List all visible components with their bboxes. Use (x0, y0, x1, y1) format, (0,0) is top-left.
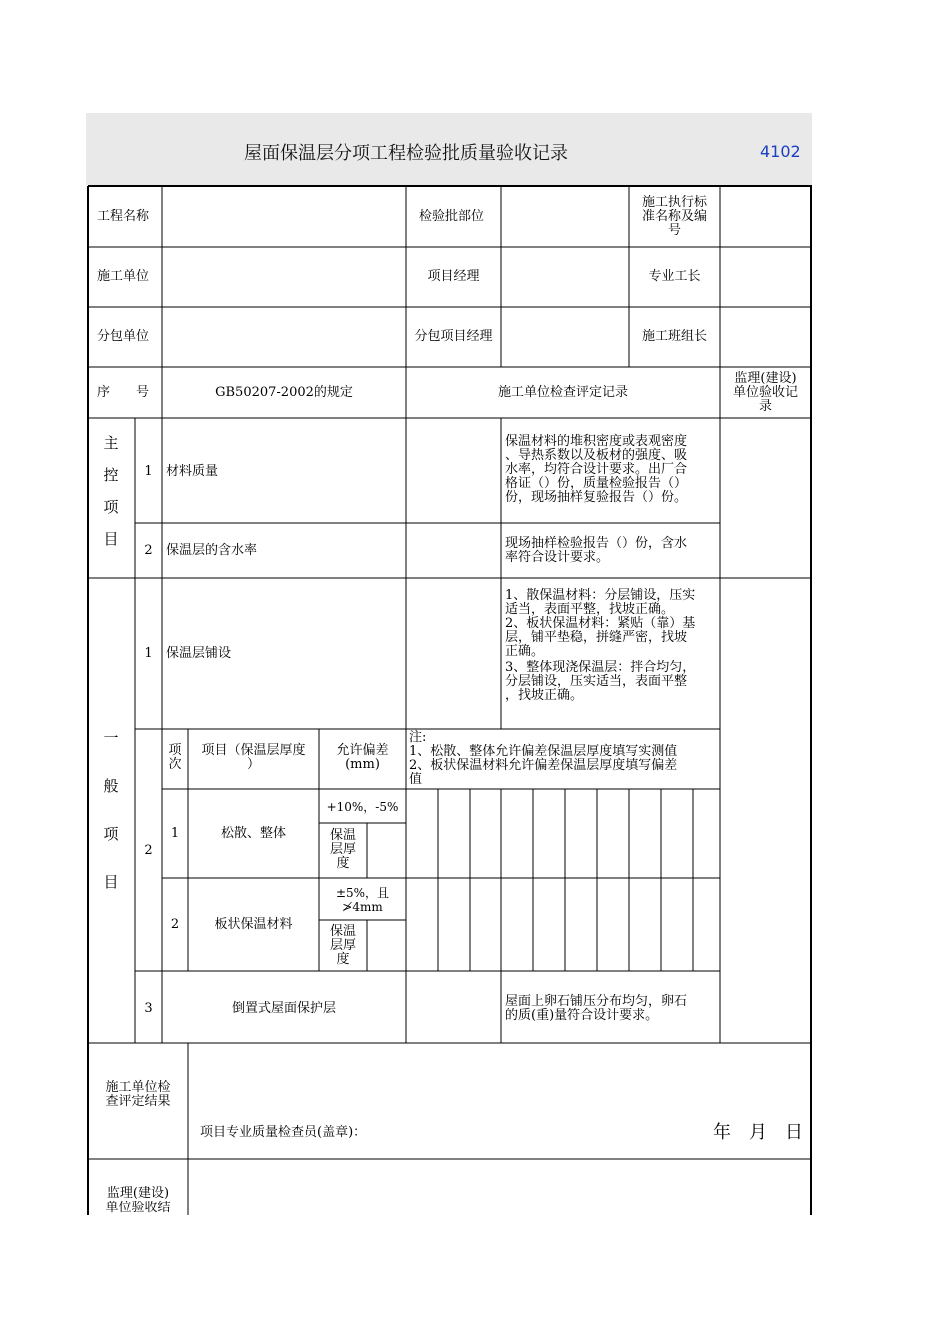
main-group-char: 控 (103, 466, 120, 484)
sub-header-seq: 项 (168, 743, 182, 758)
sub-header-seq: 次 (168, 757, 182, 772)
contractor-label: 施工单位 (97, 269, 150, 284)
main-item1-name: 材料质量 (166, 464, 219, 479)
general-item1-desc: 层，铺平垫稳，拼缝严密，找坡 (505, 630, 688, 645)
standard-label-line1: 施工执行标 (641, 195, 707, 210)
note-line: 2、板状保温材料允许偏差保温层厚度填写偏差 (409, 758, 678, 773)
sub-header-deviation: 允许偏差 (336, 743, 389, 758)
seq-header: 序 号 (97, 385, 150, 400)
standard-label-line2: 准名称及编 (641, 209, 707, 224)
sub1-no: 1 (170, 826, 180, 841)
main-item1-no: 1 (144, 464, 153, 479)
contractor-result-label: 查评定结果 (105, 1094, 171, 1109)
sub2-param: 度 (336, 952, 350, 967)
general-group-char: 目 (103, 873, 120, 891)
sub1-name: 松散、整体 (220, 826, 286, 841)
note-line: 1、松散、整体允许偏差保温层厚度填写实测值 (409, 744, 678, 759)
general-item3-no: 3 (144, 1001, 153, 1016)
main-item1-desc: 格证（）份，质量检验报告（） (505, 476, 688, 491)
main-group-char: 主 (103, 434, 120, 452)
contractor-result-label: 施工单位检 (105, 1080, 171, 1095)
supervisor-result-label: 单位验收结 (105, 1201, 171, 1215)
main-item1-desc: 份，现场抽样复验报告（）份。 (505, 490, 688, 505)
date-label: 年 月 日 (713, 1122, 803, 1143)
sub2-deviation: ≯4mm (342, 900, 383, 914)
general-item1-no: 1 (144, 646, 153, 661)
main-item1-desc: 、导热系数以及板材的强度、吸 (505, 448, 688, 463)
sub-header-deviation: (mm) (345, 757, 380, 772)
general-item1-desc: 正确。 (505, 644, 545, 659)
general-item2-no: 2 (144, 843, 153, 858)
general-item3-name: 倒置式屋面保护层 (231, 1001, 336, 1016)
general-item1-desc: 分层铺设，压实适当，表面平整 (505, 674, 688, 689)
general-group-char: 一 (103, 729, 120, 747)
sub1-param: 层厚 (329, 842, 356, 857)
subcontractor-label: 分包单位 (97, 329, 150, 344)
form-title: 屋面保温层分项工程检验批质量验收记录 (244, 143, 568, 164)
project-manager-label: 项目经理 (427, 269, 480, 284)
general-item3-desc: 的质(重)量符合设计要求。 (505, 1008, 659, 1023)
sub1-deviation: +10%，-5% (326, 800, 399, 814)
foreman-label: 专业工长 (648, 269, 701, 284)
sub2-no: 2 (170, 917, 180, 932)
main-item1-desc: 水率，均符合设计要求。出厂合 (505, 462, 688, 477)
main-item1-desc: 保温材料的堆积密度或表观密度 (505, 434, 688, 449)
general-group-char: 般 (103, 777, 120, 795)
main-group-char: 目 (103, 530, 120, 548)
sub-header-item: ） (246, 757, 260, 772)
note-line: 注: (409, 730, 427, 745)
main-group-char: 项 (103, 498, 120, 516)
general-item1-desc: 3、整体现浇保温层：拌合均匀， (505, 660, 696, 675)
general-item1-desc: 1、散保温材料：分层铺设，压实 (505, 588, 696, 603)
main-item2-name: 保温层的含水率 (166, 543, 258, 558)
supervisor-header-line1: 监理(建设) (734, 371, 797, 386)
sub1-param: 度 (336, 856, 350, 871)
note-line: 值 (409, 772, 423, 787)
main-item2-desc: 率符合设计要求。 (505, 550, 610, 565)
general-item1-desc: 适当，表面平整，找坡正确。 (505, 602, 675, 617)
team-leader-label: 施工班组长 (641, 329, 707, 344)
sub2-name: 板状保温材料 (214, 917, 293, 932)
sub2-deviation: ±5%，且 (335, 886, 390, 900)
general-item1-name: 保温层铺设 (166, 646, 232, 661)
spec-header: GB50207-2002的规定 (215, 385, 353, 400)
inspector-label: 项目专业质量检查员(盖章)： (200, 1125, 367, 1140)
main-item2-desc: 现场抽样检验报告（）份，含水 (505, 536, 688, 551)
sub-manager-label: 分包项目经理 (414, 329, 493, 344)
supervisor-header-line2: 单位验收记 (732, 385, 798, 400)
supervisor-header-line3: 录 (758, 399, 772, 414)
sub2-param: 层厚 (329, 938, 356, 953)
inspection-part-label: 检验批部位 (419, 209, 485, 224)
project-name-label: 工程名称 (97, 209, 150, 224)
general-group-char: 项 (103, 825, 120, 843)
general-item3-desc: 屋面上卵石铺压分布均匀，卵石 (505, 994, 688, 1009)
contractor-record-header: 施工单位检查评定记录 (497, 385, 628, 400)
main-item2-no: 2 (144, 543, 153, 558)
sub2-param: 保温 (329, 924, 356, 939)
form-code: 4102 (760, 142, 801, 161)
general-item1-desc: ，找坡正确。 (505, 688, 584, 703)
sub1-param: 保温 (329, 828, 356, 843)
supervisor-result-label: 监理(建设) (106, 1186, 170, 1201)
standard-label-line3: 号 (667, 223, 681, 238)
sub-header-item: 项目（保温层厚度 (201, 743, 306, 758)
general-item1-desc: 2、板状保温材料：紧贴（靠）基 (505, 616, 696, 631)
